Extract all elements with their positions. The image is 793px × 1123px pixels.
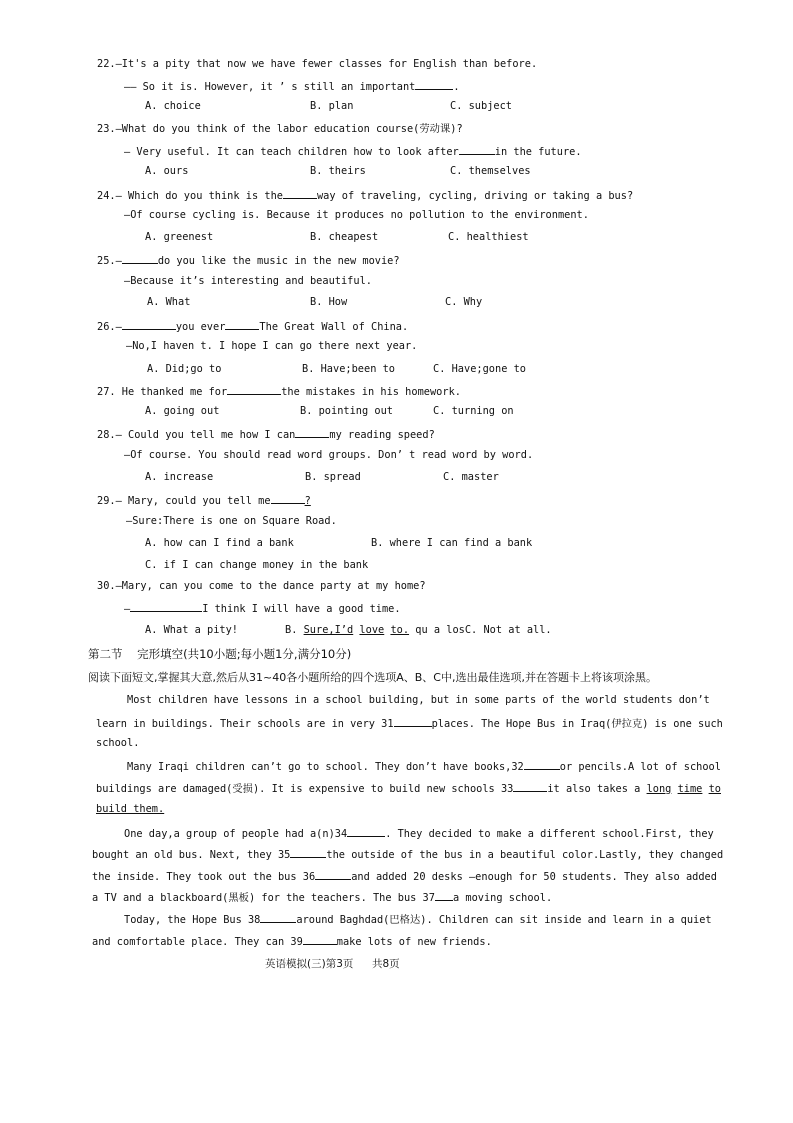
section2-instruction: 阅读下面短文,掌握其大意,然后从31~40各小题所给的四个选项A、B、C中,选出最佳选项,并在答题卡上将该项涂黑。: [88, 671, 657, 684]
blank-34[interactable]: [347, 825, 385, 837]
q24-question-end: way of traveling, cycling, driving or taking a bus?: [316, 190, 634, 202]
q24-option-c[interactable]: C. healthiest: [448, 231, 529, 243]
q30-answer-end: I think I will have a good time.: [202, 603, 401, 615]
q25-option-c[interactable]: C. Why: [445, 296, 483, 308]
passage-p3-line1-a: One day,a group of people had a(n)34: [124, 828, 348, 840]
q29-answer-line: —Sure:There is one on Square Road.: [126, 515, 337, 527]
q25-answer-line: —Because it’s interesting and beautiful.: [124, 275, 372, 287]
q27-option-a[interactable]: A. going out: [145, 405, 220, 417]
q25-option-a[interactable]: A. What: [147, 296, 191, 308]
q26-question-end: The Great Wall of China.: [259, 321, 409, 333]
q27-stem: [97, 383, 461, 399]
q24-option-b[interactable]: B. cheapest: [310, 231, 379, 243]
footer-page-label: 英语模拟(三)第3页: [265, 958, 354, 970]
passage-p2-line1-b: or pencils.A lot of school: [559, 761, 721, 773]
q27-option-b[interactable]: B. pointing out: [300, 405, 393, 417]
q26-stem: [97, 318, 408, 334]
q27-blank[interactable]: [227, 383, 281, 395]
passage-p2-word-to: to: [708, 783, 721, 795]
q25-blank[interactable]: [122, 252, 158, 264]
q30-option-a[interactable]: A. What a pity!: [145, 624, 238, 636]
q24-answer-line: —Of course cycling is. Because it produces no pollution to the environment.: [124, 209, 589, 221]
passage-p2-line3: build them.: [96, 803, 165, 815]
q26-option-c[interactable]: C. Have;gone to: [433, 363, 526, 375]
passage-p2-line2-a: buildings are damaged(受损). It is expensive to build new schools 33: [96, 783, 514, 795]
q30-option-b[interactable]: [285, 623, 552, 637]
passage-p2-line2-b: it also takes a: [547, 783, 641, 795]
passage-p3-line4-a: a TV and a blackboard(黑板) for the teachers. The bus 37: [92, 892, 435, 904]
passage-p3-line2-a: bought an old bus. Next, they 35: [92, 849, 291, 861]
q29-option-b[interactable]: B. where I can find a bank: [371, 537, 533, 549]
q28-option-a[interactable]: A. increase: [145, 471, 214, 483]
q26-option-b[interactable]: B. Have;been to: [302, 363, 395, 375]
blank-37[interactable]: [435, 889, 453, 901]
passage-p2-word-long: long: [646, 783, 672, 795]
passage-p4-line1: [124, 911, 712, 927]
q23-answer-line: [124, 143, 582, 159]
passage-p2-line2: [96, 780, 721, 796]
q28-option-c[interactable]: C. master: [443, 471, 499, 483]
passage-p4-line2-b: make lots of new friends.: [336, 936, 492, 948]
q25-question-end: do you like the music in the new movie?: [157, 255, 400, 267]
passage-p3-line4: [92, 889, 552, 905]
q26-option-a[interactable]: A. Did;go to: [147, 363, 222, 375]
q22-option-a[interactable]: A. choice: [145, 100, 201, 112]
q28-answer-line: —Of course. You should read word groups. Don’ t read word by word.: [124, 449, 534, 461]
q22-answer-line: [124, 78, 460, 94]
passage-p3-line3: [92, 868, 717, 884]
q22-question-text: 22.—It's a pity that now we have fewer classes for English than before.: [97, 58, 538, 70]
passage-p4-line2: [92, 933, 492, 949]
passage-p1-line2: [96, 715, 723, 731]
q29-question-text: 29.— Mary, could you tell me: [97, 495, 271, 507]
q30-answer-line: [124, 600, 401, 616]
q28-question-end: my reading speed?: [329, 429, 435, 441]
q29-option-c[interactable]: C. if I can change money in the bank: [145, 559, 369, 571]
q23-stem: [97, 122, 463, 136]
q26-blank-2[interactable]: [225, 318, 259, 330]
passage-p3-line4-b: a moving school.: [452, 892, 553, 904]
q23-answer-end: in the future.: [494, 146, 582, 158]
q28-option-b[interactable]: B. spread: [305, 471, 361, 483]
q26-question-mid: you ever: [175, 321, 226, 333]
q30-option-b-word3: to.: [390, 624, 410, 636]
q22-stem: [97, 57, 537, 71]
q24-stem: [97, 187, 633, 203]
q26-answer-line: —No,I haven t. I hope I can go there next year.: [126, 340, 418, 352]
passage-p2-line1-a: Many Iraqi children can’t go to school. They don’t have books,32: [127, 761, 524, 773]
q23-answer-text: — Very useful. It can teach children how to look after: [124, 146, 459, 158]
passage-p3-line3-a: the inside. They took out the bus 36: [92, 871, 316, 883]
q25-stem: [97, 252, 400, 268]
passage-p2-word-time: time: [677, 783, 703, 795]
q25-question-prefix: 25.—: [97, 255, 122, 267]
passage-p3-line2-b: the outside of the bus in a beautiful color.Lastly, they changed: [326, 849, 724, 861]
q26-question-prefix: 26.—: [97, 321, 122, 333]
passage-p4-line1-b: around Baghdad(巴格达). Children can sit inside and learn in a quiet: [296, 914, 712, 926]
blank-31[interactable]: [394, 715, 432, 727]
q24-option-a[interactable]: A. greenest: [145, 231, 214, 243]
passage-p4-line1-a: Today, the Hope Bus 38: [124, 914, 261, 926]
q28-stem: [97, 426, 435, 442]
q30-option-b-word1: Sure,I’d: [303, 624, 354, 636]
blank-38[interactable]: [260, 911, 296, 923]
q30-blank[interactable]: [130, 600, 202, 612]
q23-option-c[interactable]: C. themselves: [450, 165, 531, 177]
passage-p3-line3-b: and added 20 desks —enough for 50 students. They also added: [351, 871, 717, 883]
q23-option-b[interactable]: B. theirs: [310, 165, 366, 177]
blank-32[interactable]: [524, 758, 560, 770]
q24-blank[interactable]: [283, 187, 317, 199]
q28-blank[interactable]: [295, 426, 329, 438]
q23-option-a[interactable]: A. ours: [145, 165, 189, 177]
q22-option-b[interactable]: B. plan: [310, 100, 354, 112]
blank-36[interactable]: [315, 868, 351, 880]
blank-35[interactable]: [290, 846, 326, 858]
q25-option-b[interactable]: B. How: [310, 296, 348, 308]
q27-question-text: 27. He thanked me for: [97, 386, 228, 398]
q30-stem: 30.—Mary, can you come to the dance party at my home?: [97, 580, 426, 592]
passage-p1-line2-b: places. The Hope Bus in Iraq(伊拉克) is one such: [431, 718, 723, 730]
q22-answer-text: —— So it is. However, it ’ s still an important: [124, 81, 416, 93]
footer-total-pages: 共8页: [372, 958, 400, 970]
q27-option-c[interactable]: C. turning on: [433, 405, 514, 417]
passage-p1-line1: Most children have lessons in a school building, but in some parts of the world students don’t: [127, 694, 710, 706]
q30-answer-prefix: —: [124, 603, 131, 615]
passage-p3-line1: [124, 825, 714, 841]
q29-option-a[interactable]: A. how can I find a bank: [145, 537, 294, 549]
passage-p1-line3: school.: [96, 737, 140, 749]
passage-p2-line1: [127, 758, 721, 774]
q29-blank[interactable]: [271, 492, 305, 504]
blank-39[interactable]: [303, 933, 337, 945]
q22-option-c[interactable]: C. subject: [450, 100, 512, 112]
q30-option-b-word2: love: [359, 624, 385, 636]
q23-question-text: 23.—What do you think of the labor education course(劳动课)?: [97, 123, 463, 135]
q24-question-text: 24.— Which do you think is the: [97, 190, 283, 202]
q26-blank-1[interactable]: [122, 318, 176, 330]
q29-stem: [97, 492, 311, 508]
section2-title: 第二节 完形填空(共10小题;每小题1分,满分10分): [88, 647, 352, 661]
q27-question-end: the mistakes in his homework.: [281, 386, 461, 398]
q22-blank[interactable]: [415, 78, 453, 90]
q30-option-b-rest: qu a losC. Not at all.: [415, 624, 552, 636]
passage-p1-line2-a: learn in buildings. Their schools are in very 31: [96, 718, 394, 730]
q23-blank[interactable]: [459, 143, 495, 155]
blank-33[interactable]: [513, 780, 547, 792]
passage-p3-line2: [92, 846, 723, 862]
passage-p4-line2-a: and comfortable place. They can 39: [92, 936, 303, 948]
q29-question-end: ?: [304, 495, 311, 507]
q22-answer-end: .: [453, 81, 460, 93]
passage-p3-line1-b: . They decided to make a different school.First, they: [385, 828, 714, 840]
q28-question-text: 28.— Could you tell me how I can: [97, 429, 296, 441]
q30-option-b-letter: B.: [285, 624, 298, 636]
